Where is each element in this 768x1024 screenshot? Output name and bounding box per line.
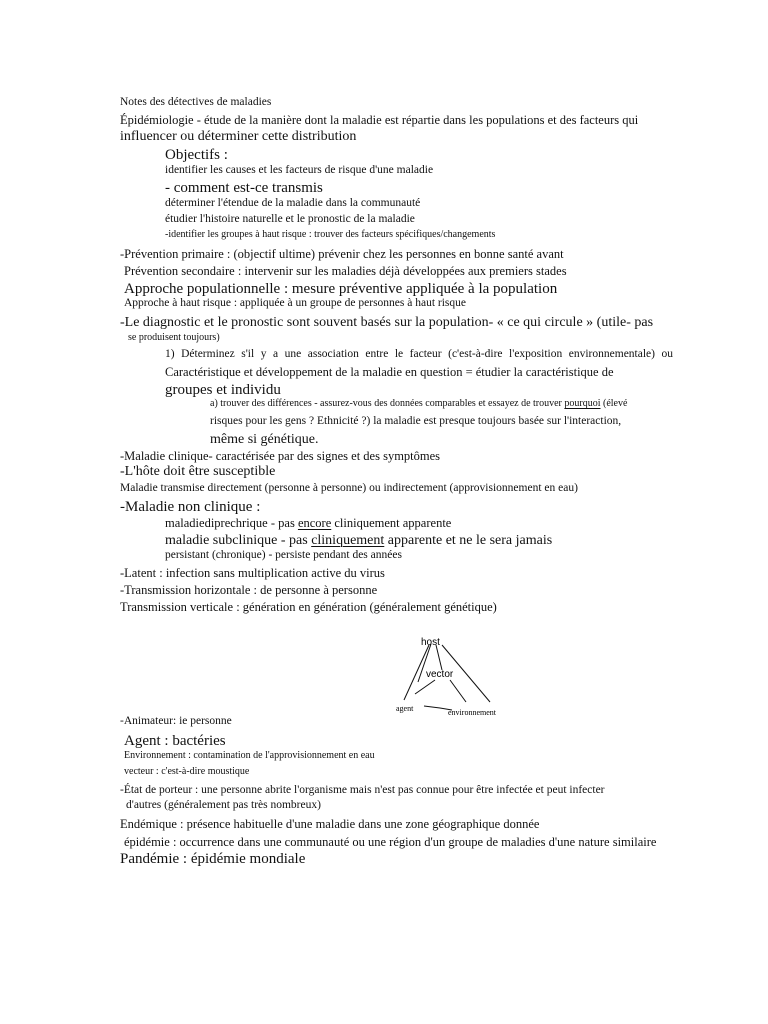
association-line-1: 1) Déterminez s'il y a une association entre le facteur (c'est-à-dire l'exposition environnementale) ou (165, 349, 673, 360)
diagram-line (450, 680, 466, 702)
non-clinical-text: cliniquement apparente (331, 516, 452, 530)
host-susceptible: -L'hôte doit être susceptible (120, 464, 276, 479)
environment: Environnement : contamination de l'approvisionnement en eau (124, 750, 375, 761)
diagnosis-line-2: se produisent toujours) (128, 332, 220, 343)
non-clinical-disease-heading: -Maladie non clinique : (120, 499, 261, 515)
page-title: Notes des détectives de maladies (120, 96, 272, 108)
association-line-3: groupes et individu (165, 382, 281, 398)
high-risk-approach: Approche à haut risque : appliquée à un groupe de personnes à haut risque (124, 297, 467, 309)
animator: -Animateur: ie personne (120, 715, 232, 727)
population-approach: Approche populationnelle : mesure préventive appliquée à la population (124, 281, 558, 297)
primary-prevention: -Prévention primaire : (objectif ultime) prévenir chez les personnes en bonne santé avant (120, 247, 564, 261)
differences-text: a) trouver des différences - assurez-vous des données comparables et essayez de trouver (210, 398, 565, 409)
diagram-host-label: host (421, 637, 440, 648)
clinical-disease: -Maladie clinique- caractérisée par des signes et des symptômes (120, 449, 441, 463)
association-line-2: Caractéristique et développement de la maladie en question = étudier la caractéristique de (165, 365, 614, 379)
epidemiology-definition-line-1: Épidémiologie - étude de la manière dont la maladie est répartie dans les populations et des facteurs qui (120, 113, 639, 127)
transmitted-disease: Maladie transmise directement (personne à personne) ou indirectement (approvisionnement en eau) (120, 482, 578, 494)
non-clinical-item (165, 517, 451, 530)
diagram-agent-label: agent (396, 704, 414, 713)
objectives-heading: Objectifs : (165, 147, 228, 163)
objective-item: identifier les causes et les facteurs de risque d'une maladie (165, 164, 434, 176)
latent: -Latent : infection sans multiplication active du virus (120, 566, 385, 580)
diagram-line (436, 645, 442, 670)
non-clinical-text: maladie subclinique - pas (165, 533, 312, 548)
vector: vecteur : c'est-à-dire moustique (124, 766, 250, 777)
carrier-state-line-2: d'autres (généralement pas très nombreux) (126, 799, 321, 811)
underlined-word: pourquoi (564, 398, 601, 409)
vertical-transmission: Transmission verticale : génération en génération (généralement génétique) (120, 600, 497, 614)
endemic: Endémique : présence habituelle d'une maladie dans une zone géographique donnée (120, 817, 540, 831)
pandemic: Pandémie : épidémie mondiale (120, 851, 306, 867)
objective-item: -identifier les groupes à haut risque : trouver des facteurs spécifiques/changements (165, 229, 496, 240)
differences-line-2: risques pour les gens ? Ethnicité ?) la maladie est presque toujours basée sur l'interaction, (210, 415, 622, 427)
underlined-word: encore (297, 516, 332, 530)
agent: Agent : bactéries (124, 733, 226, 749)
horizontal-transmission: -Transmission horizontale : de personne à personne (120, 583, 378, 597)
host-vector-diagram (380, 632, 530, 722)
non-clinical-item (165, 534, 552, 548)
underlined-word: cliniquement (311, 533, 385, 548)
diagram-line (415, 680, 435, 694)
non-clinical-item: persistant (chronique) - persiste pendant des années (165, 549, 402, 561)
differences-line-3: même si génétique. (210, 432, 319, 447)
secondary-prevention: Prévention secondaire : intervenir sur les maladies déjà développées aux premiers stades (124, 264, 567, 278)
diagram-vector-label: vector (426, 669, 454, 680)
objective-item: - comment est-ce transmis (165, 180, 323, 196)
epidemic: épidémie : occurrence dans une communauté ou une région d'un groupe de maladies d'une nature similaire (124, 835, 657, 849)
carrier-state-line-1: -État de porteur : une personne abrite l'organisme mais n'est pas connue pour être infectée et peut infecter (120, 784, 605, 796)
differences-line-1 (210, 399, 627, 409)
non-clinical-text: maladiediprechrique - pas (165, 516, 298, 530)
diagnosis-line-1: -Le diagnostic et le pronostic sont souvent basés sur la population- « ce qui circule » (utile- pas (120, 315, 654, 330)
epidemiology-definition-line-2: influencer ou déterminer cette distribution (120, 129, 357, 144)
objective-item: déterminer l'étendue de la maladie dans la communauté (165, 197, 421, 209)
diagram-environment-label: environnement (448, 708, 496, 717)
non-clinical-text: apparente et ne le sera jamais (384, 533, 553, 548)
objective-item: étudier l'histoire naturelle et le pronostic de la maladie (165, 213, 415, 225)
differences-text: (élevé (600, 398, 628, 409)
